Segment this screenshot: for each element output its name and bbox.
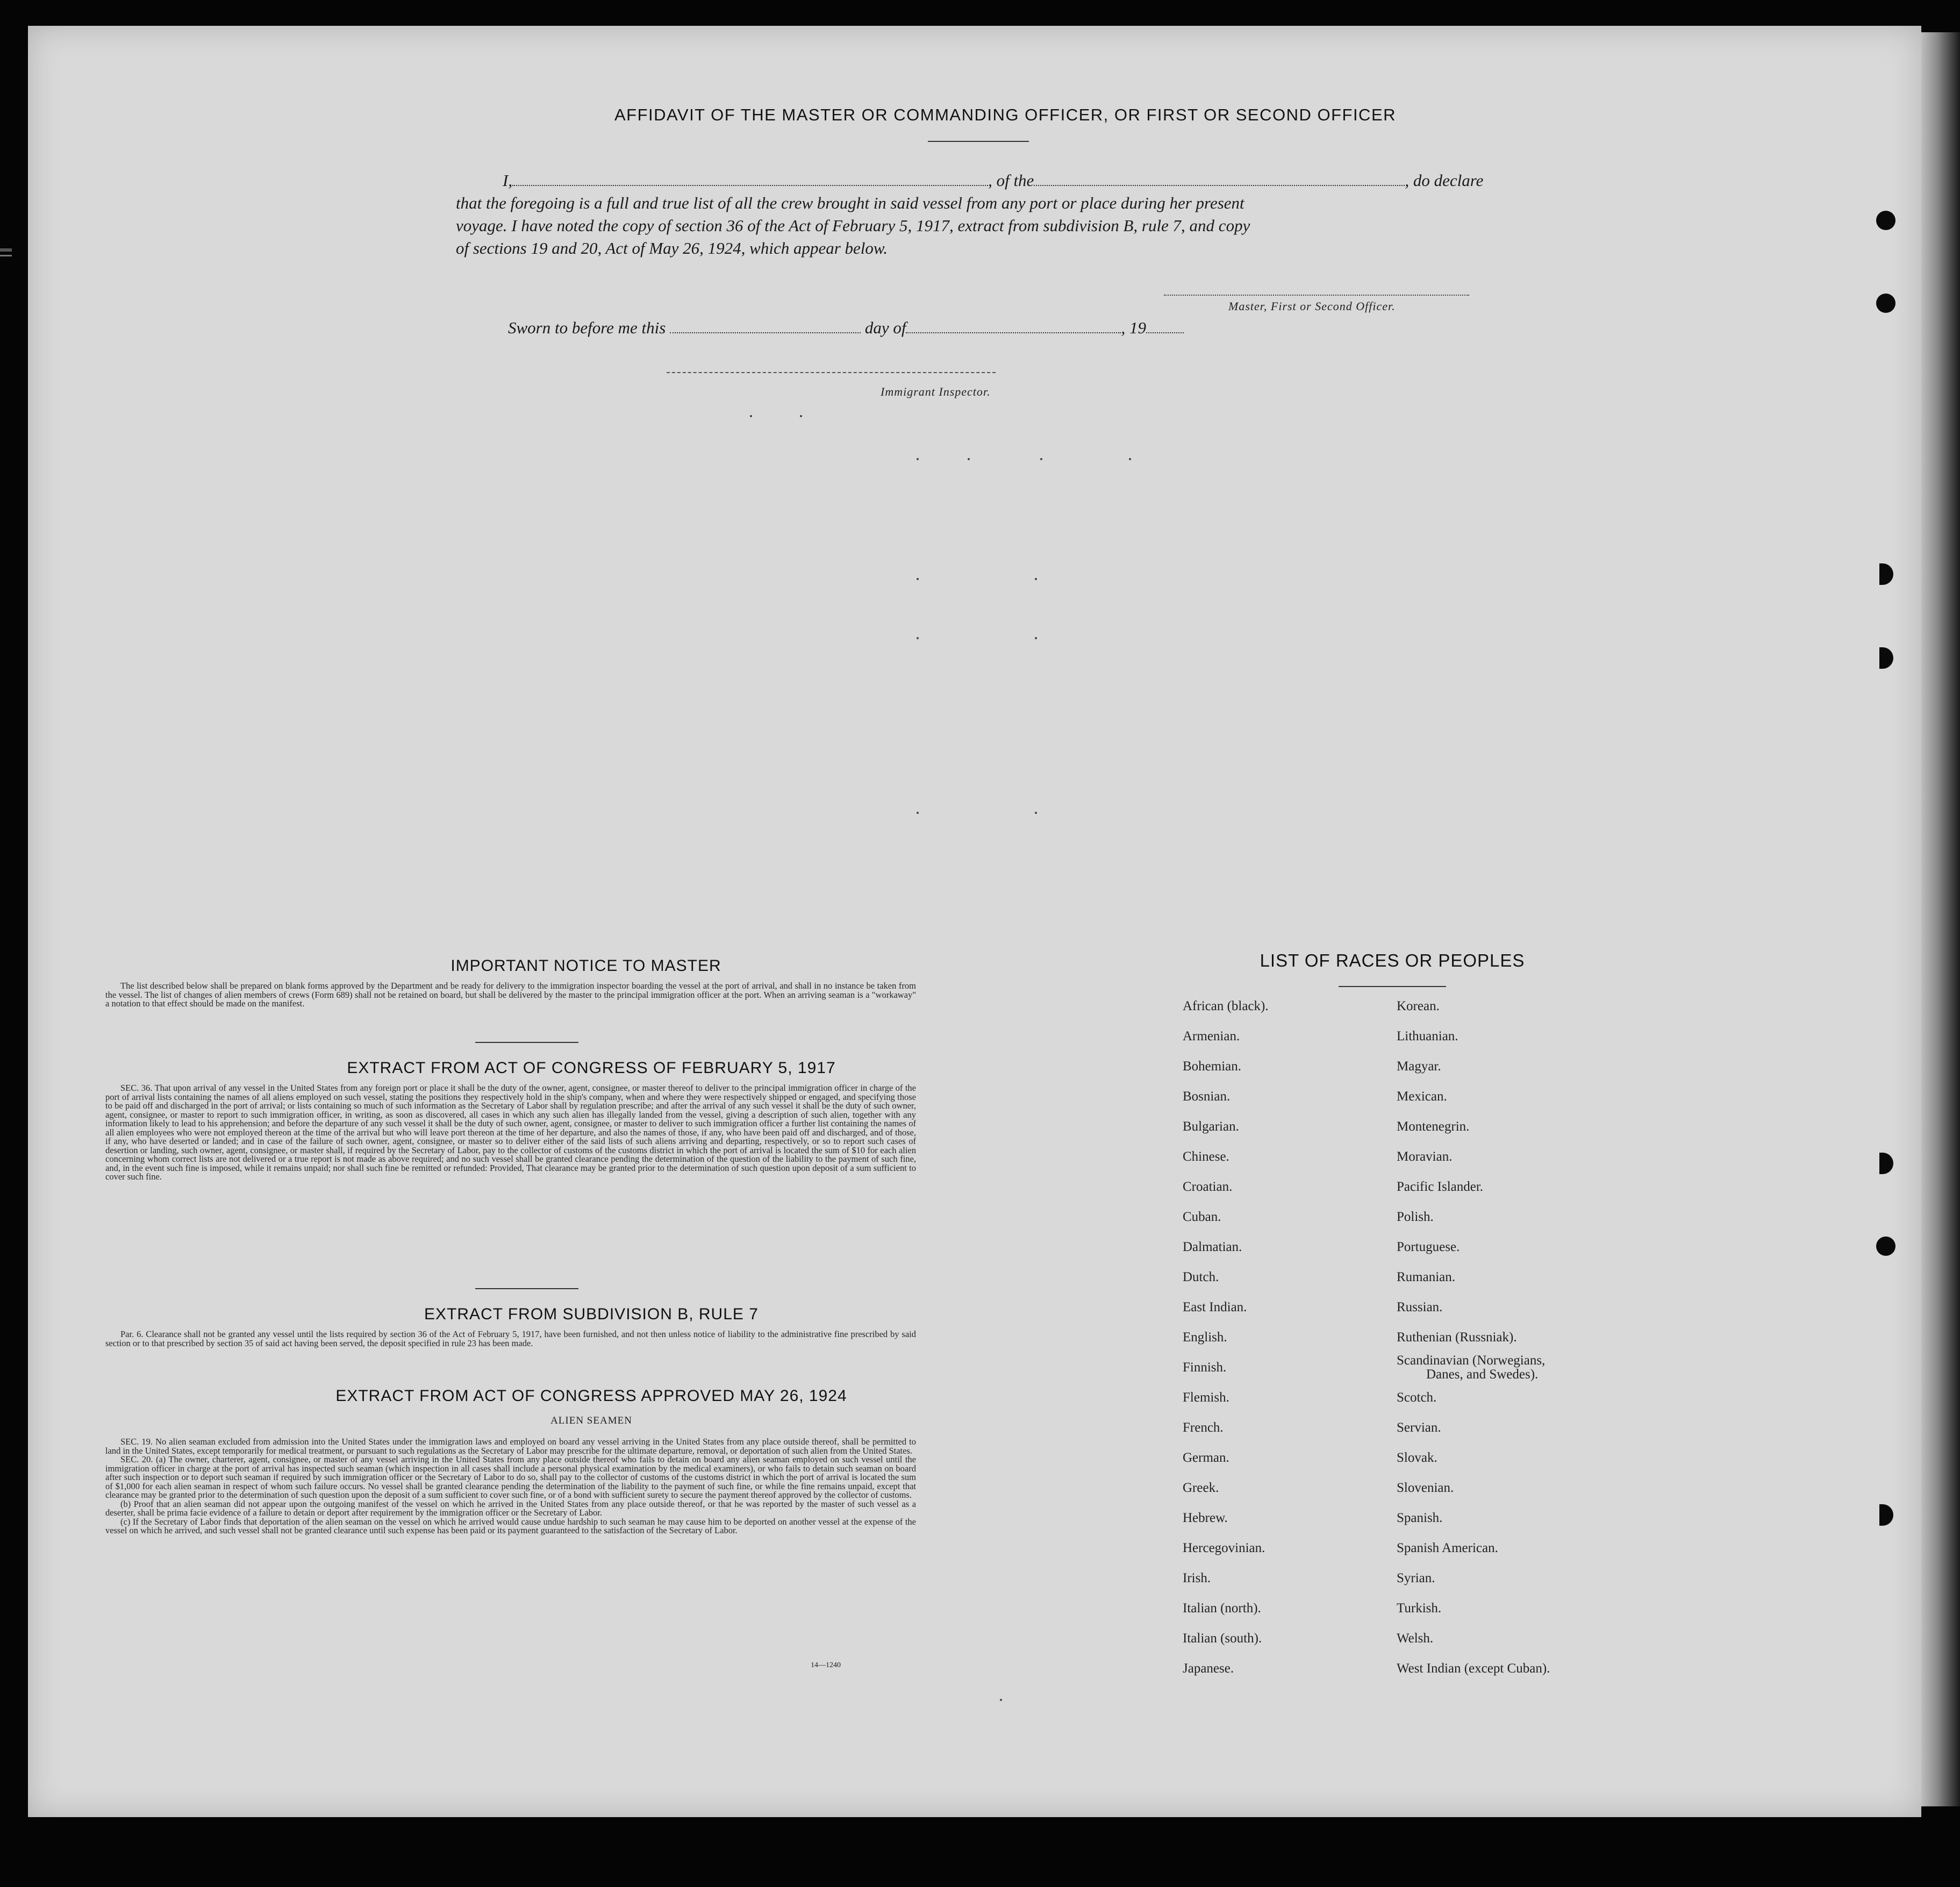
race-item: Greek. <box>1183 1481 1219 1495</box>
race-item: Scotch. <box>1397 1390 1437 1405</box>
race-item: French. <box>1183 1420 1224 1435</box>
title-rule <box>928 141 1029 142</box>
sworn-date-field[interactable] <box>670 332 861 333</box>
sworn-line <box>508 318 1184 338</box>
speck <box>1035 637 1037 639</box>
alien-seamen-subtitle: ALIEN SEAMEN <box>550 1415 632 1426</box>
notice-title: IMPORTANT NOTICE TO MASTER <box>450 957 721 975</box>
declare-label: , do declare <box>1405 171 1484 190</box>
punch-hole-icon <box>1876 1236 1895 1256</box>
speck <box>917 637 919 639</box>
race-item: Bohemian. <box>1183 1059 1242 1074</box>
notice-body: The list described below shall be prepared on blank forms approved by the Department and be ready for delivery to the immigration inspector boarding the vessel at the port of arrival, and shall in no instance be taken from the vessel. The list of changes of alien members of crews (Form 689) shall not be retained on board, but shall be delivered by the master to the principal immigration officer at the port. When an arriving seaman is a "workaway" a notation to that effect should be made on the manifest. <box>105 981 916 1009</box>
race-item: Croatian. <box>1183 1180 1233 1194</box>
race-item: Syrian. <box>1397 1571 1435 1585</box>
punch-hole-icon <box>1876 294 1895 313</box>
race-item: Italian (south). <box>1183 1631 1262 1646</box>
race-item-continuation: Danes, and Swedes). <box>1426 1367 1539 1382</box>
race-item: African (black). <box>1183 999 1269 1013</box>
extract-rule7-title: EXTRACT FROM SUBDIVISION B, RULE 7 <box>424 1305 759 1323</box>
race-item: Italian (north). <box>1183 1601 1261 1616</box>
race-item: Slovak. <box>1397 1450 1437 1465</box>
race-item: German. <box>1183 1450 1229 1465</box>
speck <box>917 812 919 814</box>
race-item: Bulgarian. <box>1183 1119 1239 1134</box>
sworn-day-label: day of <box>864 318 906 337</box>
races-title-rule <box>1339 986 1446 987</box>
section-20b-text: (b) Proof that an alien seaman did not appear upon the outgoing manifest of the vessel on which he arrived in the United States from any place outside thereof, or that he was reported by the master of such vessel as a deserter, shall be prima facie evidence of a failure to detain or deport after requirement by the immigration officer or the Secretary of Labor. <box>105 1498 916 1518</box>
race-item: Polish. <box>1397 1210 1434 1224</box>
section-rule <box>475 1042 578 1043</box>
race-item: English. <box>1183 1330 1227 1345</box>
race-item: Russian. <box>1397 1300 1443 1314</box>
speck <box>917 578 919 580</box>
speck <box>968 458 970 460</box>
race-item: Dalmatian. <box>1183 1240 1242 1254</box>
extract-1917-body: SEC. 36. That upon arrival of any vessel in the United States from any foreign port or place it shall be the duty of the owner, agent, consignee, or master thereof to deliver to the principal immigration officer in charge of the port of arrival lists containing the names of all aliens employed on such vessel, stating the positions they respectively hold in the ship's company, when and where they were respectively shipped or engaged, and specifying those to be paid off and discharged in the port of arrival; or lists containing so much of such information as the Secretary of Labor shall by regulation prescribe; and after the arrival of any such vessel it shall be the duty of such owner, agent, consignee, or master to report to such immigration officer, in writing, as soon as discovered, all cases in which any such alien has illegally landed from the vessel, giving a description of such alien, together with any information likely to lead to his apprehension; and before the departure of any such vessel it shall be the duty of such owner, agent, consignee, or master to deliver to such immigration officer a further list containing the names of all alien employees who were not employed thereon at the time of the arrival but who will leave port thereon at the time of her departure, and also the names of those, if any, who have been paid off and discharged, and of those, if any, who have deserted or landed; and in case of the failure of such owner, agent, consignee, or master so to deliver either of the said lists of such aliens arriving and departing, respectively, or so to report such cases of desertion or landing, such owner, agent, consignee, or master shall, if required by the Secretary of Labor, pay to the collector of customs of the customs district in which the port of arrival is located the sum of $10 for each alien concerning whom correct lists are not delivered or a true report is not made as above required; and no such vessel shall be granted clearance pending the determination of the question of the liability to the payment of such fine, and, in the event such fine is imposed, while it remains unpaid; nor shall such fine be remitted or refunded: Provided, That clearance may be granted prior to the determination of such question upon deposit of a sum sufficient to cover such fine. <box>105 1083 916 1182</box>
section-19-text: SEC. 19. No alien seaman excluded from admission into the United States under the immigration laws and employed on board any vessel arriving in the United States from any place outside thereof, shall be permitted to land in the United States, except temporarily for medical treatment, or pursuant to such regulations as the Secretary of Labor may prescribe for the ultimate departure, removal, or deportation of such alien from the United States. <box>105 1436 916 1456</box>
race-item: Scandinavian (Norwegians, <box>1397 1353 1546 1368</box>
vessel-name-field[interactable] <box>1034 184 1405 186</box>
race-item: Mexican. <box>1397 1089 1447 1104</box>
race-item: Servian. <box>1397 1420 1441 1435</box>
section-rule <box>475 1288 578 1289</box>
speck <box>800 415 802 417</box>
section-20c-text: (c) If the Secretary of Labor finds that deportation of the alien seaman on the vessel on which he arrived would cause undue hardship to such seaman he may cause him to be deported on another vessel at the expense of the vessel on which he arrived, and such vessel shall not be granted clearance until such expense has been paid or its payment guaranteed to the satisfaction of the Secretary of Labor. <box>105 1516 916 1535</box>
speck <box>1035 578 1037 580</box>
margin-mark <box>0 248 12 252</box>
extract-rule7-body: Par. 6. Clearance shall not be granted any vessel until the lists required by section 36 of the Act of February 5, 1917, have been furnished, and not then unless notice of liability to the administrative fine prescribed by said section or to that prescribed by section 35 of said act having been served, the deposit specified in rule 23 has been made. <box>105 1329 916 1348</box>
extract-1924-title: EXTRACT FROM ACT OF CONGRESS APPROVED MAY 26, 1924 <box>335 1387 847 1405</box>
sworn-month-field[interactable] <box>906 332 1121 333</box>
speck <box>1035 812 1037 814</box>
sworn-prefix: Sworn to before me this <box>508 318 666 337</box>
race-item: Cuban. <box>1183 1210 1221 1224</box>
affidavit-line-2: that the foregoing is a full and true list of all the crew brought in said vessel from any port or place during her present <box>456 194 1244 212</box>
race-item: Ruthenian (Russniak). <box>1397 1330 1517 1345</box>
race-item: Montenegrin. <box>1397 1119 1470 1134</box>
race-item: East Indian. <box>1183 1300 1247 1314</box>
race-item: Japanese. <box>1183 1661 1234 1676</box>
race-item: Korean. <box>1397 999 1440 1013</box>
speck <box>1000 1699 1002 1701</box>
affidavit-line-3: voyage. I have noted the copy of section 36 of the Act of February 5, 1917, extract from subdivision B, rule 7, and copy <box>456 216 1250 235</box>
race-item: West Indian (except Cuban). <box>1397 1661 1550 1676</box>
race-item: Spanish American. <box>1397 1541 1498 1555</box>
sworn-year-field[interactable] <box>1146 332 1184 333</box>
margin-mark <box>0 255 12 256</box>
inspector-caption: Immigrant Inspector. <box>881 385 991 398</box>
declarant-prefix: I, <box>503 171 513 190</box>
race-item: Pacific Islander. <box>1397 1180 1484 1194</box>
master-signature-line[interactable] <box>1164 295 1469 296</box>
extract-1917-title: EXTRACT FROM ACT OF CONGRESS OF FEBRUARY 5, 1917 <box>347 1059 836 1077</box>
extract-1924-body <box>105 1438 916 1535</box>
race-item: Irish. <box>1183 1571 1211 1585</box>
form-number: 14—1240 <box>811 1661 841 1669</box>
race-item: Turkish. <box>1397 1601 1442 1616</box>
speck <box>1129 458 1131 460</box>
of-the-label: , of the <box>988 171 1034 190</box>
sworn-year-label: , 19 <box>1121 318 1146 337</box>
race-item: Rumanian. <box>1397 1270 1456 1284</box>
race-item: Moravian. <box>1397 1149 1453 1164</box>
declarant-name-field[interactable] <box>512 184 988 186</box>
race-item: Spanish. <box>1397 1511 1443 1525</box>
speck <box>917 458 919 460</box>
race-item: Hercegovinian. <box>1183 1541 1265 1555</box>
race-item: Portuguese. <box>1397 1240 1460 1254</box>
inspector-signature-line[interactable] <box>667 372 996 373</box>
section-20a-text: SEC. 20. (a) The owner, charterer, agent, consignee, or master of any vessel arriving in the United States from any place outside thereof who fails to detain on board any alien seaman employed on such vessel until the immigration officer in charge at the port of arrival has inspected such seaman (which inspection in all cases shall include a personal physical examination by the medical examiners), or who fails to detain such seaman on board after such inspection or to deport such seaman if required by such immigration officer or the Secretary of Labor to do so, shall pay to the collector of customs of the customs district in which the port of arrival is located the sum of $1,000 for each alien seaman in respect of whom such failure occurs. No vessel shall be granted clearance pending the determination of the liability to the payment of such fine, or while the fine remains unpaid, except that clearance may be granted prior to the determination of such question upon the deposit of a sum sufficient to cover such fine, or of a bond with sufficient surety to secure the payment thereof approved by the collector of customs. <box>105 1454 916 1500</box>
punch-hole-icon <box>1876 211 1895 230</box>
race-item: Slovenian. <box>1397 1481 1454 1495</box>
race-item: Hebrew. <box>1183 1511 1228 1525</box>
master-signature-caption: Master, First or Second Officer. <box>1228 299 1396 313</box>
race-item: Chinese. <box>1183 1149 1229 1164</box>
race-item: Finnish. <box>1183 1360 1227 1375</box>
affidavit-line-4: of sections 19 and 20, Act of May 26, 1924, which appear below. <box>456 239 888 258</box>
race-item: Flemish. <box>1183 1390 1229 1405</box>
document-sheet <box>28 26 1921 1817</box>
affidavit-line-1 <box>503 171 1483 190</box>
speck <box>750 415 752 417</box>
affidavit-title: AFFIDAVIT OF THE MASTER OR COMMANDING OFFICER, OR FIRST OR SECOND OFFICER <box>614 105 1397 124</box>
race-item: Armenian. <box>1183 1029 1240 1043</box>
race-item: Dutch. <box>1183 1270 1219 1284</box>
race-item: Magyar. <box>1397 1059 1441 1074</box>
race-item: Welsh. <box>1397 1631 1434 1646</box>
race-item: Bosnian. <box>1183 1089 1231 1104</box>
speck <box>1040 458 1042 460</box>
races-title: LIST OF RACES OR PEOPLES <box>1260 950 1525 970</box>
page-edge <box>1921 32 1960 1806</box>
race-item: Lithuanian. <box>1397 1029 1458 1043</box>
